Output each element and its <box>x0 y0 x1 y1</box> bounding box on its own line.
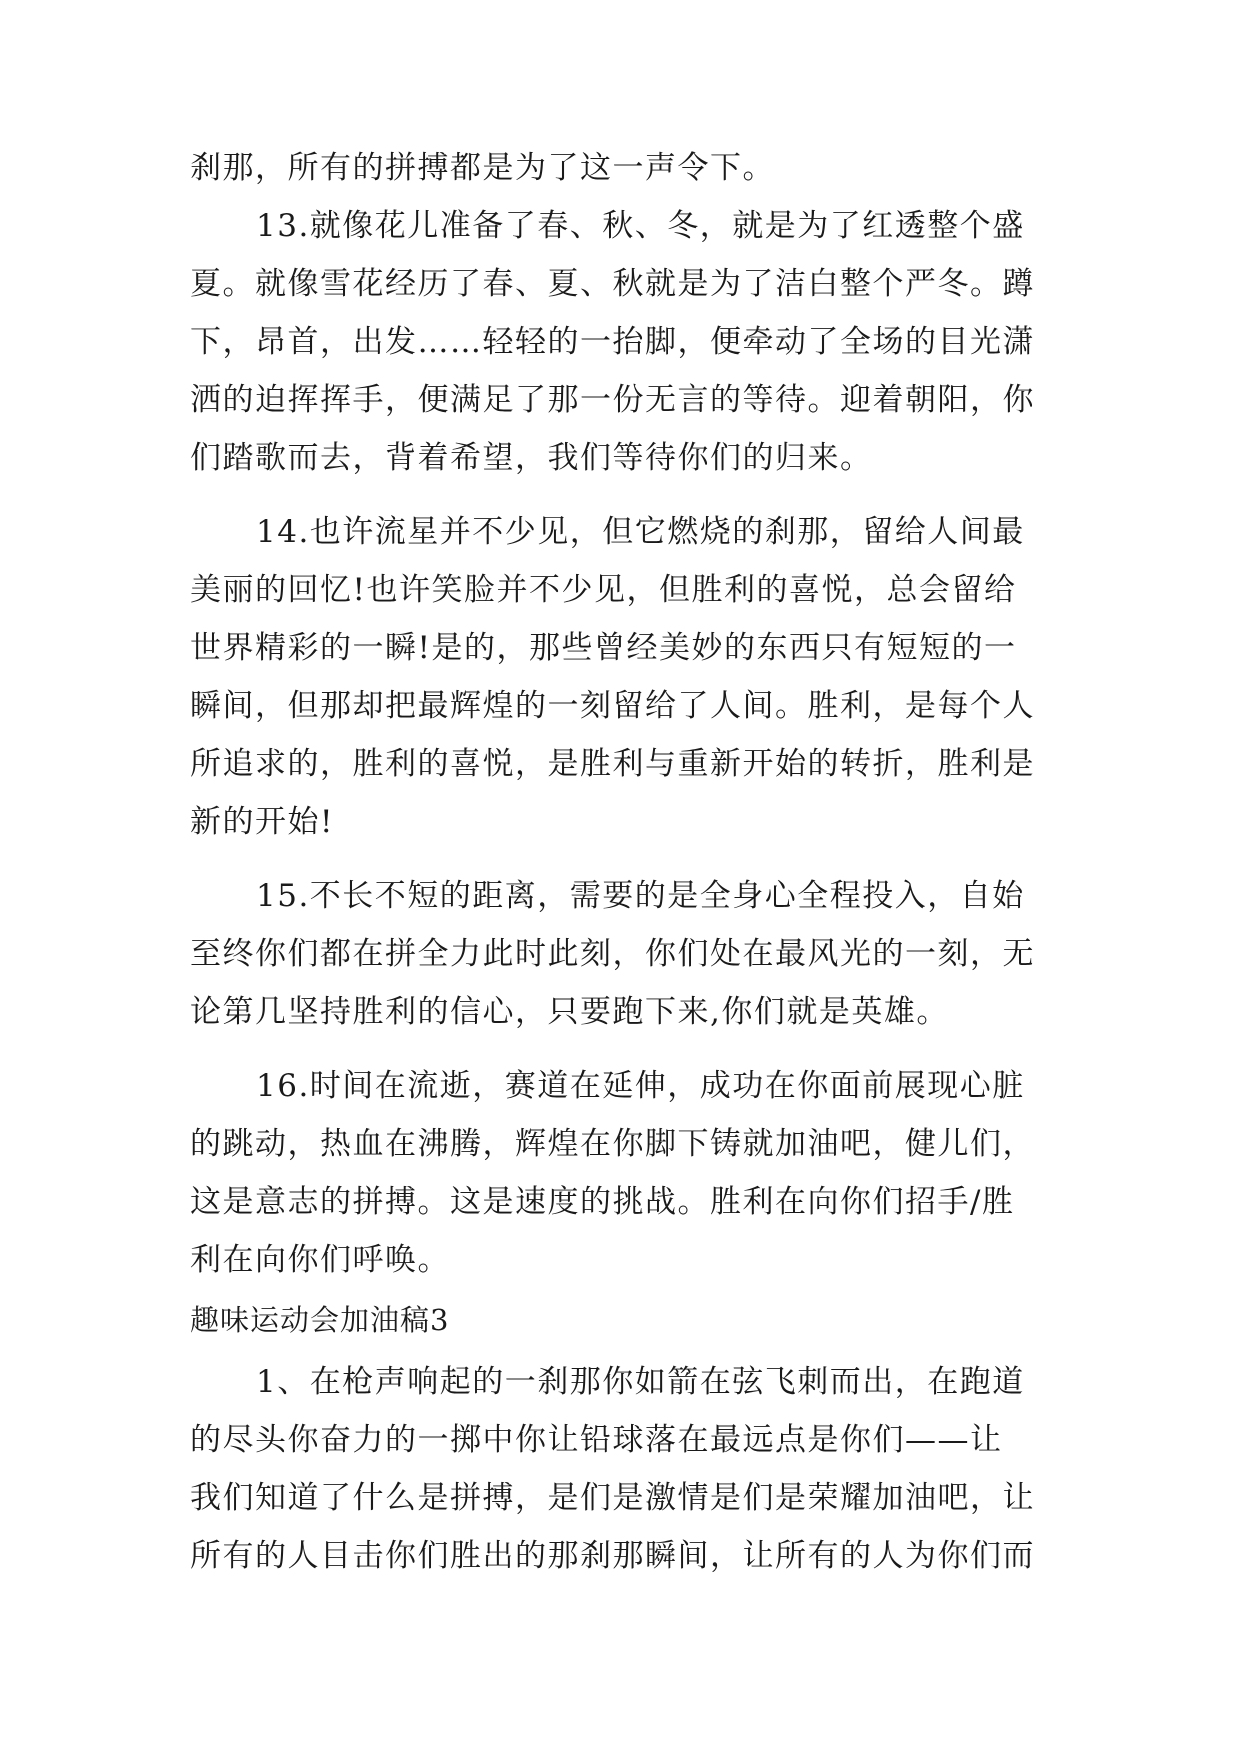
text-line: 14.也许流星并不少见，但它燃烧的刹那，留给人间最 <box>256 514 1025 550</box>
text-line: 刹那，所有的拼搏都是为了这一声令下。 <box>190 150 775 186</box>
text-line: 所有的人目击你们胜出的那刹那瞬间，让所有的人为你们而 <box>190 1538 1035 1574</box>
section-heading: 趣味运动会加油稿3 <box>190 1303 450 1337</box>
text-line: 世界精彩的一瞬!是的，那些曾经美妙的东西只有短短的一 <box>190 630 1017 666</box>
text-line: 13.就像花儿准备了春、秋、冬，就是为了红透整个盛 <box>256 208 1025 244</box>
text-line: 们踏歌而去，背着希望，我们等待你们的归来。 <box>190 440 873 476</box>
text-line: 至终你们都在拼全力此时此刻，你们处在最风光的一刻，无 <box>190 936 1035 972</box>
text-line: 的尽头你奋力的一掷中你让铅球落在最远点是你们——让 <box>190 1422 1003 1458</box>
text-line: 所追求的，胜利的喜悦，是胜利与重新开始的转折，胜利是 <box>190 746 1035 782</box>
text-line: 瞬间，但那却把最辉煌的一刻留给了人间。胜利，是每个人 <box>190 688 1035 724</box>
text-line: 1、在枪声响起的一刹那你如箭在弦飞刺而出，在跑道 <box>256 1364 1025 1400</box>
text-line: 夏。就像雪花经历了春、夏、秋就是为了洁白整个严冬。蹲 <box>190 266 1035 302</box>
text-line: 美丽的回忆!也许笑脸并不少见，但胜利的喜悦，总会留给 <box>190 572 1017 608</box>
text-line: 新的开始! <box>190 804 334 840</box>
text-line: 论第几坚持胜利的信心，只要跑下来,你们就是英雄。 <box>190 994 949 1030</box>
text-line: 利在向你们呼唤。 <box>190 1242 450 1278</box>
text-line: 16.时间在流逝，赛道在延伸，成功在你面前展现心脏 <box>256 1068 1025 1104</box>
text-line: 的跳动，热血在沸腾，辉煌在你脚下铸就加油吧，健儿们， <box>190 1126 1035 1162</box>
text-line: 我们知道了什么是拼搏，是们是激情是们是荣耀加油吧，让 <box>190 1480 1035 1516</box>
text-line: 这是意志的拼搏。这是速度的挑战。胜利在向你们招手/胜 <box>190 1184 1015 1220</box>
text-line: 下，昂首，出发……轻轻的一抬脚，便牵动了全场的目光潇 <box>190 324 1035 360</box>
text-line: 15.不长不短的距离，需要的是全身心全程投入，自始 <box>256 878 1025 914</box>
text-line: 洒的迫挥挥手，便满足了那一份无言的等待。迎着朝阳，你 <box>190 382 1035 418</box>
